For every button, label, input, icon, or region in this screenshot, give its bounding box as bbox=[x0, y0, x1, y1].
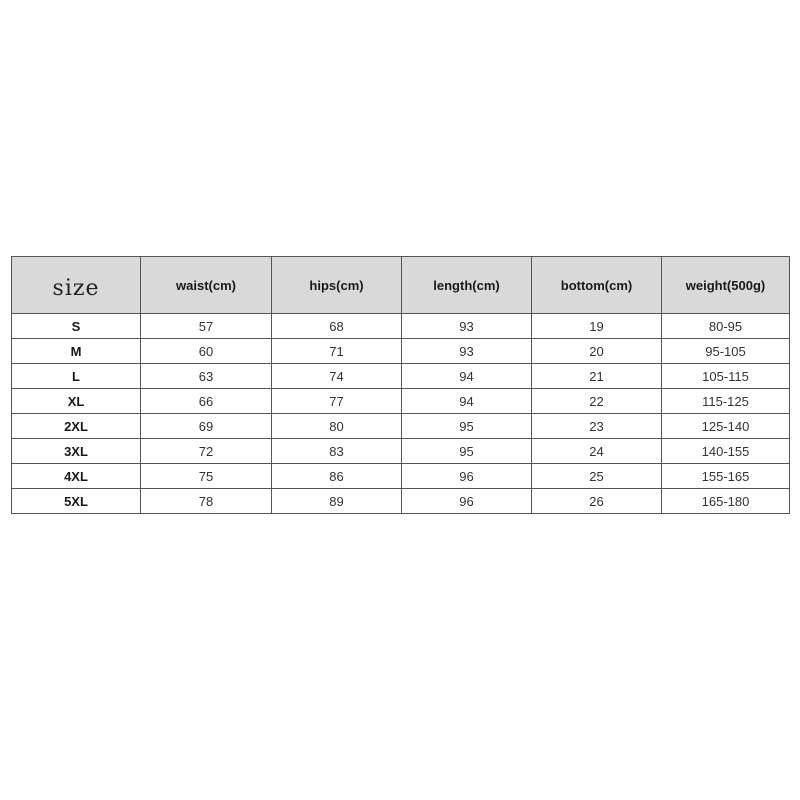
bottom-cell: 23 bbox=[532, 414, 662, 439]
length-cell: 95 bbox=[402, 439, 532, 464]
length-cell: 93 bbox=[402, 314, 532, 339]
hips-cell: 74 bbox=[272, 364, 402, 389]
header-hips: hips(cm) bbox=[272, 257, 402, 314]
header-size: size bbox=[12, 257, 141, 314]
size-cell: L bbox=[12, 364, 141, 389]
table-row bbox=[12, 314, 790, 339]
hips-cell: 68 bbox=[272, 314, 402, 339]
waist-cell: 69 bbox=[141, 414, 272, 439]
table-row bbox=[12, 464, 790, 489]
size-cell: 5XL bbox=[12, 489, 141, 514]
table-row bbox=[12, 389, 790, 414]
table-row bbox=[12, 414, 790, 439]
weight-cell: 125-140 bbox=[662, 414, 790, 439]
waist-cell: 63 bbox=[141, 364, 272, 389]
hips-cell: 77 bbox=[272, 389, 402, 414]
length-cell: 95 bbox=[402, 414, 532, 439]
length-cell: 93 bbox=[402, 339, 532, 364]
weight-cell: 140-155 bbox=[662, 439, 790, 464]
bottom-cell: 25 bbox=[532, 464, 662, 489]
length-cell: 96 bbox=[402, 489, 532, 514]
header-bottom: bottom(cm) bbox=[532, 257, 662, 314]
size-cell: 2XL bbox=[12, 414, 141, 439]
header-waist: waist(cm) bbox=[141, 257, 272, 314]
hips-cell: 71 bbox=[272, 339, 402, 364]
hips-cell: 83 bbox=[272, 439, 402, 464]
waist-cell: 60 bbox=[141, 339, 272, 364]
table-row bbox=[12, 339, 790, 364]
hips-cell: 86 bbox=[272, 464, 402, 489]
table-row bbox=[12, 364, 790, 389]
size-chart-body bbox=[12, 314, 790, 514]
size-cell: S bbox=[12, 314, 141, 339]
weight-cell: 165-180 bbox=[662, 489, 790, 514]
bottom-cell: 21 bbox=[532, 364, 662, 389]
size-chart-table bbox=[11, 256, 790, 514]
weight-cell: 80-95 bbox=[662, 314, 790, 339]
table-row bbox=[12, 489, 790, 514]
bottom-cell: 26 bbox=[532, 489, 662, 514]
waist-cell: 78 bbox=[141, 489, 272, 514]
size-cell: XL bbox=[12, 389, 141, 414]
weight-cell: 155-165 bbox=[662, 464, 790, 489]
length-cell: 94 bbox=[402, 364, 532, 389]
waist-cell: 75 bbox=[141, 464, 272, 489]
weight-cell: 115-125 bbox=[662, 389, 790, 414]
table-row bbox=[12, 439, 790, 464]
weight-cell: 95-105 bbox=[662, 339, 790, 364]
size-cell: M bbox=[12, 339, 141, 364]
bottom-cell: 19 bbox=[532, 314, 662, 339]
length-cell: 94 bbox=[402, 389, 532, 414]
weight-cell: 105-115 bbox=[662, 364, 790, 389]
length-cell: 96 bbox=[402, 464, 532, 489]
header-weight: weight(500g) bbox=[662, 257, 790, 314]
waist-cell: 57 bbox=[141, 314, 272, 339]
waist-cell: 72 bbox=[141, 439, 272, 464]
bottom-cell: 22 bbox=[532, 389, 662, 414]
size-cell: 4XL bbox=[12, 464, 141, 489]
hips-cell: 89 bbox=[272, 489, 402, 514]
bottom-cell: 20 bbox=[532, 339, 662, 364]
bottom-cell: 24 bbox=[532, 439, 662, 464]
header-length: length(cm) bbox=[402, 257, 532, 314]
size-cell: 3XL bbox=[12, 439, 141, 464]
hips-cell: 80 bbox=[272, 414, 402, 439]
size-chart-header bbox=[12, 257, 790, 314]
waist-cell: 66 bbox=[141, 389, 272, 414]
header-row bbox=[12, 257, 790, 314]
